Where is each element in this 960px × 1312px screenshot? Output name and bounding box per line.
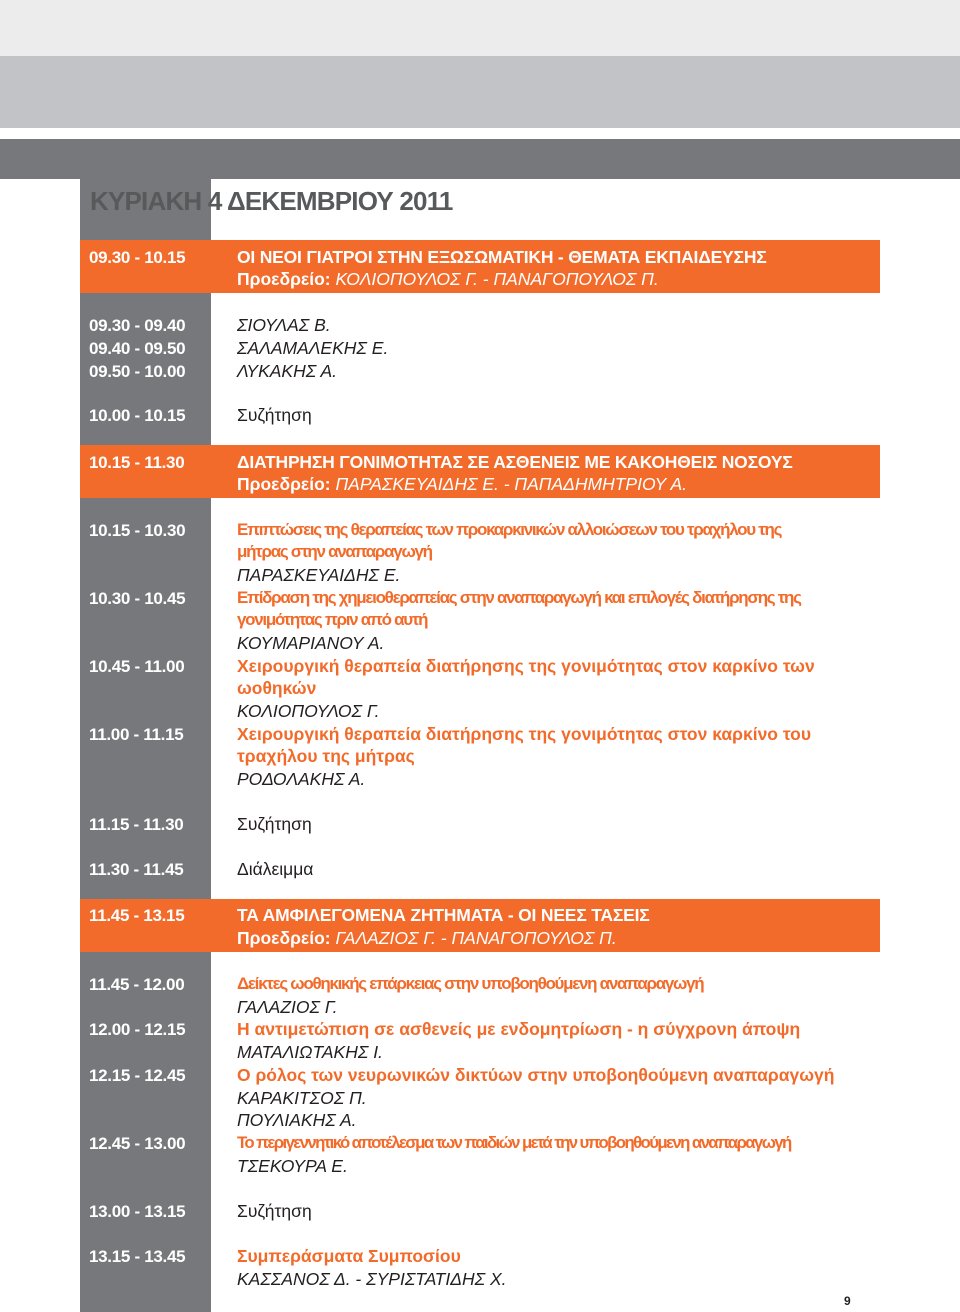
page-number: 9	[844, 1294, 851, 1308]
speaker-name: ΤΣΕΚΟΥΡΑ Ε.	[237, 1156, 348, 1176]
discussion-label: Συζήτηση	[237, 814, 312, 834]
speaker-name: ΓΑΛΑΖΙΟΣ Γ.	[237, 997, 338, 1017]
speaker-name: ΚΟΥΜΑΡΙΑΝΟΥ Α.	[237, 633, 385, 653]
speaker-name: ΛΥΚΑΚΗΣ Α.	[237, 361, 337, 381]
item-time: 09.40 - 09.50	[89, 339, 186, 358]
chair-label: Προεδρείο:	[237, 269, 331, 289]
session-chairs	[237, 474, 687, 495]
item-time: 11.30 - 11.45	[89, 860, 184, 879]
talk-title: Συμπεράσματα Συμποσίου	[237, 1246, 461, 1266]
chair-label: Προεδρείο:	[237, 928, 331, 948]
item-time: 11.00 - 11.15	[89, 725, 184, 744]
chair-names: ΓΑΛΑΖΙΟΣ Γ. - ΠΑΝΑΓΟΠΟΥΛΟΣ Π.	[335, 928, 617, 948]
talk-title: Η αντιμετώπιση σε ασθενείς με ενδομητρίωση - η σύγχρονη άποψη	[237, 1019, 801, 1039]
item-time: 11.45 - 12.00	[89, 975, 185, 994]
talk-title: Χειρουργική θεραπεία διατήρησης της γονιμότητας στον καρκίνο των	[237, 656, 815, 676]
talk-title-cont: ωοθηκών	[237, 678, 317, 698]
session-time: 09.30 - 10.15	[89, 248, 186, 267]
header-band-dark	[0, 139, 960, 179]
item-time: 12.00 - 12.15	[89, 1020, 186, 1039]
speaker-name: ΚΑΣΣΑΝΟΣ Δ. - ΣΥΡΙΣΤΑΤΙΔΗΣ Χ.	[237, 1269, 507, 1289]
speaker-name: ΠΑΡΑΣΚΕΥΑΙΔΗΣ Ε.	[237, 565, 401, 585]
chair-label: Προεδρείο:	[237, 474, 331, 494]
session-title: ΤΑ ΑΜΦΙΛΕΓΟΜΕΝΑ ΖΗΤΗΜΑΤΑ - ΟΙ ΝΕΕΣ ΤΑΣΕΙΣ	[237, 905, 650, 925]
speaker-name: ΚΑΡΑΚΙΤΣΟΣ Π.	[237, 1088, 367, 1108]
item-time: 11.15 - 11.30	[89, 815, 184, 834]
talk-title: Δείκτες ωοθηκικής επάρκειας στην υποβοηθούμενη αναπαραγωγή	[237, 974, 704, 993]
talk-title-cont: τραχήλου της μήτρας	[237, 746, 415, 766]
speaker-name: ΜΑΤΑΛΙΩΤΑΚΗΣ Ι.	[237, 1042, 383, 1062]
item-time: 12.15 - 12.45	[89, 1066, 186, 1085]
page-title: ΚΥΡΙΑΚΗ 4 ΔΕΚΕΜΒΡΙΟΥ 2011	[90, 186, 453, 216]
session-title: ΔΙΑΤΗΡΗΣΗ ΓΟΝΙΜΟΤΗΤΑΣ ΣΕ ΑΣΘΕΝΕΙΣ ΜΕ ΚΑΚΟΗΘΕΙΣ ΝΟΣΟΥΣ	[237, 452, 793, 472]
item-time: 10.15 - 10.30	[89, 521, 186, 540]
talk-title: Ο ρόλος των νευρωνικών δικτύων στην υποβοηθούμενη αναπαραγωγή	[237, 1065, 835, 1085]
chair-names: ΠΑΡΑΣΚΕΥΑΙΔΗΣ Ε. - ΠΑΠΑΔΗΜΗΤΡΙΟΥ Α.	[335, 474, 688, 494]
session-time: 10.15 - 11.30	[89, 453, 185, 472]
discussion-label: Συζήτηση	[237, 405, 312, 425]
item-time: 10.30 - 10.45	[89, 589, 186, 608]
item-time: 09.50 - 10.00	[89, 362, 186, 381]
item-time: 12.45 - 13.00	[89, 1134, 186, 1153]
talk-title: Χειρουργική θεραπεία διατήρησης της γονιμότητας στον καρκίνο του	[237, 724, 812, 744]
speaker-name: ΡΟΔΟΛΑΚΗΣ Α.	[237, 769, 366, 789]
item-time: 09.30 - 09.40	[89, 316, 186, 335]
talk-title-cont: μήτρας στην αναπαραγωγή	[237, 542, 432, 561]
chair-names: ΚΟΛΙΟΠΟΥΛΟΣ Γ. - ΠΑΝΑΓΟΠΟΥΛΟΣ Π.	[335, 269, 659, 289]
speaker-name: ΣΙΟΥΛΑΣ Β.	[237, 315, 331, 335]
speaker-name: ΠΟΥΛΙΑΚΗΣ Α.	[237, 1110, 357, 1130]
discussion-label: Συζήτηση	[237, 1201, 312, 1221]
header-band-light	[0, 0, 960, 56]
talk-title: Επίδραση της χημειοθεραπείας στην αναπαραγωγή και επιλογές διατήρησης της	[237, 588, 801, 607]
talk-title-cont: γονιμότητας πριν από αυτή	[237, 610, 428, 629]
speaker-name: ΣΑΛΑΜΑΛΕΚΗΣ Ε.	[237, 338, 389, 358]
talk-title: Το περιγεννητικό αποτέλεσμα των παιδιών μετά την υποβοηθούμενη αναπαραγωγή	[237, 1133, 791, 1152]
item-time: 10.45 - 11.00	[89, 657, 185, 676]
session-title: ΟΙ ΝΕΟΙ ΓΙΑΤΡΟΙ ΣΤΗΝ ΕΞΩΣΩΜΑΤΙΚΗ - ΘΕΜΑΤΑ ΕΚΠΑΙΔΕΥΣΗΣ	[237, 247, 767, 267]
session-chairs	[237, 928, 617, 949]
talk-title: Επιπτώσεις της θεραπείας των προκαρκινικών αλλοιώσεων του τραχήλου της	[237, 520, 782, 539]
session-chairs	[237, 269, 659, 290]
item-time: 13.15 - 13.45	[89, 1247, 186, 1266]
item-time: 10.00 - 10.15	[89, 406, 186, 425]
session-time: 11.45 - 13.15	[89, 906, 185, 925]
speaker-name: ΚΟΛΙΟΠΟΥΛΟΣ Γ.	[237, 701, 380, 721]
header-band-gray	[0, 56, 960, 128]
break-label: Διάλειμμα	[237, 859, 314, 879]
item-time: 13.00 - 13.15	[89, 1202, 186, 1221]
